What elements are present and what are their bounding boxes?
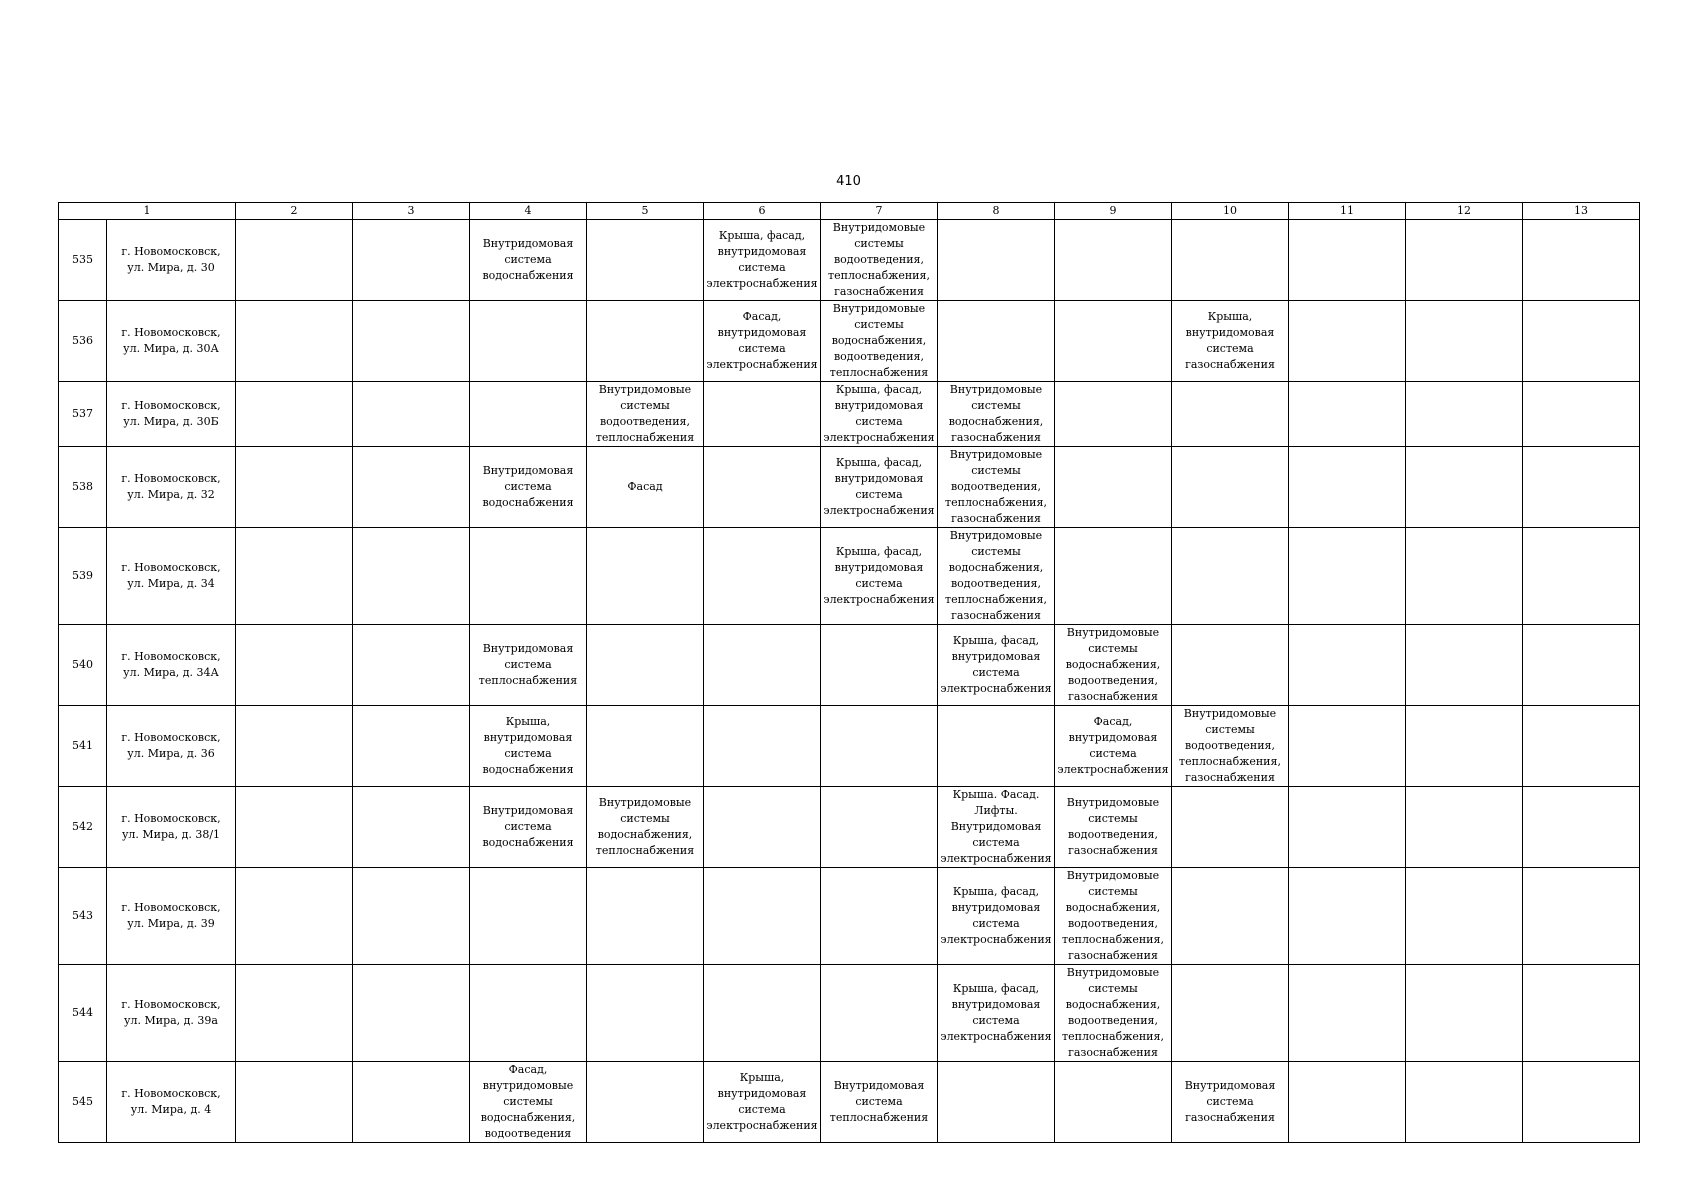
row-number: 535 xyxy=(72,253,93,266)
row-number-cell xyxy=(59,528,107,625)
table-cell xyxy=(821,965,938,1062)
table-cell xyxy=(236,301,353,382)
table-cell xyxy=(1523,220,1640,301)
table-cell xyxy=(821,220,938,301)
table-cell xyxy=(1172,1062,1289,1143)
cell-text: Фасад xyxy=(627,480,663,493)
table-cell xyxy=(470,220,587,301)
table-cell xyxy=(938,382,1055,447)
row-number: 542 xyxy=(72,820,93,833)
table-cell xyxy=(1172,447,1289,528)
cell-text: Внутридомовые системы водоотведения, теплоснабжения xyxy=(595,383,695,444)
register-table xyxy=(58,202,1640,1143)
table-cell xyxy=(353,528,470,625)
table-cell xyxy=(470,787,587,868)
table-cell xyxy=(938,965,1055,1062)
cell-text: Внутридомовая система теплоснабжения xyxy=(478,642,578,687)
table-cell xyxy=(1172,787,1289,868)
table-cell xyxy=(1406,965,1523,1062)
table-cell xyxy=(587,965,704,1062)
address-cell xyxy=(107,625,236,706)
table-cell xyxy=(1172,868,1289,965)
table-cell xyxy=(1172,706,1289,787)
address-text: г. Новомосковск, ул. Мира, д. 34 xyxy=(121,561,221,590)
cell-text: Фасад, внутридомовая система электроснабжения xyxy=(1057,715,1169,776)
table-cell xyxy=(1289,382,1406,447)
table-cell xyxy=(1055,528,1172,625)
table-cell xyxy=(236,528,353,625)
table-row xyxy=(59,447,1640,528)
header-cell: 8 xyxy=(938,203,1055,220)
table-cell xyxy=(704,868,821,965)
table-cell xyxy=(353,787,470,868)
table-cell xyxy=(470,965,587,1062)
row-number: 539 xyxy=(72,569,93,582)
table-row xyxy=(59,528,1640,625)
cell-text: Внутридомовые системы водоснабжения, водоотведения, теплоснабжения, газоснабжения xyxy=(1062,966,1164,1059)
table-cell xyxy=(587,706,704,787)
cell-text: Внутридомовая система теплоснабжения xyxy=(829,1079,929,1124)
table-cell xyxy=(704,528,821,625)
address-cell xyxy=(107,528,236,625)
table-cell xyxy=(1523,706,1640,787)
table-cell xyxy=(1406,382,1523,447)
table-cell xyxy=(1523,625,1640,706)
table-cell xyxy=(1523,382,1640,447)
table-cell xyxy=(587,528,704,625)
address-cell xyxy=(107,868,236,965)
table-cell xyxy=(353,447,470,528)
row-number-cell xyxy=(59,625,107,706)
table-cell xyxy=(587,1062,704,1143)
cell-text: Крыша, внутридомовая система газоснабжения xyxy=(1185,310,1275,371)
table-cell xyxy=(1523,301,1640,382)
row-number-cell xyxy=(59,220,107,301)
table-row xyxy=(59,787,1640,868)
cell-text: Крыша, фасад, внутридомовая система электроснабжения xyxy=(823,456,935,517)
address-cell xyxy=(107,220,236,301)
cell-text: Внутридомовые системы водоотведения, теплоснабжения, газоснабжения xyxy=(1179,707,1281,784)
cell-text: Крыша, фасад, внутридомовая система электроснабжения xyxy=(706,229,818,290)
table-cell xyxy=(236,1062,353,1143)
address-text: г. Новомосковск, ул. Мира, д. 30А xyxy=(121,326,221,355)
cell-text: Крыша, внутридомовая система электроснабжения xyxy=(706,1071,818,1132)
table-cell xyxy=(470,528,587,625)
table-cell xyxy=(821,868,938,965)
row-number: 540 xyxy=(72,658,93,671)
cell-text: Крыша, фасад, внутридомовая система электроснабжения xyxy=(940,885,1052,946)
address-text: г. Новомосковск, ул. Мира, д. 38/1 xyxy=(121,812,221,841)
table-cell xyxy=(1055,382,1172,447)
table-cell xyxy=(1289,965,1406,1062)
address-cell xyxy=(107,382,236,447)
table-cell xyxy=(353,382,470,447)
table-row xyxy=(59,868,1640,965)
table-cell xyxy=(587,868,704,965)
table-cell xyxy=(1289,625,1406,706)
cell-text: Крыша, фасад, внутридомовая система электроснабжения xyxy=(823,383,935,444)
table-cell xyxy=(821,625,938,706)
table-cell xyxy=(938,447,1055,528)
cell-text: Крыша, фасад, внутридомовая система электроснабжения xyxy=(940,982,1052,1043)
table-cell xyxy=(1055,447,1172,528)
table-cell xyxy=(821,301,938,382)
address-cell xyxy=(107,965,236,1062)
table-cell xyxy=(353,625,470,706)
cell-text: Внутридомовые системы водоснабжения, водоотведения, газоснабжения xyxy=(1065,626,1161,703)
table-cell xyxy=(1289,301,1406,382)
table-cell xyxy=(1523,868,1640,965)
table-row xyxy=(59,706,1640,787)
header-cell: 9 xyxy=(1055,203,1172,220)
cell-text: Крыша, фасад, внутридомовая система электроснабжения xyxy=(823,545,935,606)
table-cell xyxy=(1289,1062,1406,1143)
table-cell xyxy=(1289,447,1406,528)
table-cell xyxy=(1406,220,1523,301)
table-cell xyxy=(821,1062,938,1143)
address-text: г. Новомосковск, ул. Мира, д. 39 xyxy=(121,901,221,930)
table-row xyxy=(59,625,1640,706)
row-number: 544 xyxy=(72,1006,93,1019)
cell-text: Крыша, фасад, внутридомовая система электроснабжения xyxy=(940,634,1052,695)
row-number: 543 xyxy=(72,909,93,922)
table-cell xyxy=(1172,220,1289,301)
table-cell xyxy=(1406,706,1523,787)
table-cell xyxy=(1055,965,1172,1062)
table-cell xyxy=(938,301,1055,382)
table-cell xyxy=(704,1062,821,1143)
cell-text: Внутридомовая система водоснабжения xyxy=(482,237,574,282)
cell-text: Внутридомовые системы водоснабжения, газоснабжения xyxy=(948,383,1044,444)
table-cell xyxy=(1172,965,1289,1062)
address-cell xyxy=(107,447,236,528)
table-cell xyxy=(1289,528,1406,625)
table-row xyxy=(59,1062,1640,1143)
table-cell xyxy=(353,965,470,1062)
table-cell xyxy=(1289,220,1406,301)
header-cell: 12 xyxy=(1406,203,1523,220)
table-cell xyxy=(704,220,821,301)
cell-text: Внутридомовые системы водоотведения, газоснабжения xyxy=(1066,796,1160,857)
table-cell xyxy=(587,787,704,868)
address-text: г. Новомосковск, ул. Мира, д. 30 xyxy=(121,245,221,274)
header-cell: 4 xyxy=(470,203,587,220)
table-cell xyxy=(821,528,938,625)
table-cell xyxy=(236,220,353,301)
table-cell xyxy=(470,382,587,447)
row-number: 536 xyxy=(72,334,93,347)
row-number-cell xyxy=(59,965,107,1062)
table-cell xyxy=(704,625,821,706)
address-cell xyxy=(107,1062,236,1143)
table-cell xyxy=(1406,868,1523,965)
table-cell xyxy=(704,706,821,787)
address-text: г. Новомосковск, ул. Мира, д. 39а xyxy=(121,998,221,1027)
row-number: 537 xyxy=(72,407,93,420)
table-cell xyxy=(1406,528,1523,625)
row-number-cell xyxy=(59,868,107,965)
table-cell xyxy=(938,787,1055,868)
table-cell xyxy=(1172,625,1289,706)
table-cell xyxy=(1055,1062,1172,1143)
table-cell xyxy=(1406,301,1523,382)
table-cell xyxy=(470,868,587,965)
row-number: 545 xyxy=(72,1095,93,1108)
table-cell xyxy=(1055,625,1172,706)
table-cell xyxy=(1289,706,1406,787)
table-cell xyxy=(821,787,938,868)
table-cell xyxy=(1055,301,1172,382)
table-cell xyxy=(821,706,938,787)
table-cell xyxy=(587,447,704,528)
table-cell xyxy=(1055,868,1172,965)
table-cell xyxy=(353,868,470,965)
table-cell xyxy=(938,220,1055,301)
table-cell xyxy=(353,1062,470,1143)
table-cell xyxy=(1406,625,1523,706)
table-cell xyxy=(236,868,353,965)
cell-text: Внутридомовая система газоснабжения xyxy=(1184,1079,1276,1124)
table-cell xyxy=(938,1062,1055,1143)
address-cell xyxy=(107,787,236,868)
header-cell: 11 xyxy=(1289,203,1406,220)
table-cell xyxy=(587,382,704,447)
table-cell xyxy=(1289,787,1406,868)
table-cell xyxy=(236,447,353,528)
row-number-cell xyxy=(59,382,107,447)
row-number-cell xyxy=(59,706,107,787)
table-cell xyxy=(821,382,938,447)
cell-text: Внутридомовые системы водоснабжения, теплоснабжения xyxy=(595,796,695,857)
table-cell xyxy=(353,706,470,787)
cell-text: Внутридомовая система водоснабжения xyxy=(482,464,574,509)
table-cell xyxy=(1055,220,1172,301)
row-number-cell xyxy=(59,301,107,382)
table-cell xyxy=(704,447,821,528)
table-cell xyxy=(470,447,587,528)
table-cell xyxy=(1523,965,1640,1062)
table-row xyxy=(59,301,1640,382)
table-cell xyxy=(1172,382,1289,447)
table-cell xyxy=(587,625,704,706)
address-text: г. Новомосковск, ул. Мира, д. 4 xyxy=(121,1087,221,1116)
table-cell xyxy=(1172,528,1289,625)
table-cell xyxy=(587,301,704,382)
table-cell xyxy=(1523,447,1640,528)
table-cell xyxy=(1055,787,1172,868)
table-cell xyxy=(938,706,1055,787)
table-cell xyxy=(1055,706,1172,787)
table-cell xyxy=(236,625,353,706)
cell-text: Внутридомовые системы водоснабжения, водоотведения, теплоснабжения, газоснабжения xyxy=(945,529,1047,622)
table-cell xyxy=(1523,528,1640,625)
table-cell xyxy=(938,528,1055,625)
table-cell xyxy=(1406,787,1523,868)
cell-text: Внутридомовые системы водоотведения, теплоснабжения, газоснабжения xyxy=(828,221,930,298)
header-cell: 10 xyxy=(1172,203,1289,220)
cell-text: Крыша. Фасад. Лифты. Внутридомовая система электроснабжения xyxy=(940,788,1052,865)
row-number-cell xyxy=(59,1062,107,1143)
table-cell xyxy=(587,220,704,301)
cell-text: Фасад, внутридомовые системы водоснабжения, водоотведения xyxy=(480,1063,576,1140)
table-cell xyxy=(236,965,353,1062)
table-cell xyxy=(1406,447,1523,528)
table-cell xyxy=(1523,787,1640,868)
table-row xyxy=(59,965,1640,1062)
row-number: 541 xyxy=(72,739,93,752)
table-cell xyxy=(704,301,821,382)
table-cell xyxy=(821,447,938,528)
address-text: г. Новомосковск, ул. Мира, д. 34А xyxy=(121,650,221,679)
table-cell xyxy=(1406,1062,1523,1143)
header-cell: 13 xyxy=(1523,203,1640,220)
header-row xyxy=(59,203,1640,220)
table-cell xyxy=(704,965,821,1062)
cell-text: Внутридомовые системы водоотведения, теплоснабжения, газоснабжения xyxy=(945,448,1047,525)
header-cell: 2 xyxy=(236,203,353,220)
table-cell xyxy=(470,706,587,787)
header-cell: 1 xyxy=(59,203,236,220)
cell-text: Крыша, внутридомовая система водоснабжения xyxy=(482,715,574,776)
table-cell xyxy=(236,706,353,787)
cell-text: Внутридомовая система водоснабжения xyxy=(482,804,574,849)
table-cell xyxy=(353,220,470,301)
table-cell xyxy=(353,301,470,382)
table-cell xyxy=(236,382,353,447)
table-cell xyxy=(470,301,587,382)
table-cell xyxy=(938,868,1055,965)
address-text: г. Новомосковск, ул. Мира, д. 32 xyxy=(121,472,221,501)
page-number: 410 xyxy=(836,174,861,189)
header-cell: 7 xyxy=(821,203,938,220)
address-text: г. Новомосковск, ул. Мира, д. 30Б xyxy=(121,399,221,428)
table-cell xyxy=(236,787,353,868)
table-cell xyxy=(704,787,821,868)
table-cell xyxy=(470,1062,587,1143)
table-row xyxy=(59,220,1640,301)
address-text: г. Новомосковск, ул. Мира, д. 36 xyxy=(121,731,221,760)
row-number-cell xyxy=(59,787,107,868)
table-cell xyxy=(1172,301,1289,382)
table-row xyxy=(59,382,1640,447)
table-cell xyxy=(938,625,1055,706)
header-cell: 3 xyxy=(353,203,470,220)
address-cell xyxy=(107,301,236,382)
header-cell: 6 xyxy=(704,203,821,220)
table-cell xyxy=(470,625,587,706)
table-cell xyxy=(1523,1062,1640,1143)
table-cell xyxy=(1289,868,1406,965)
table-cell xyxy=(704,382,821,447)
cell-text: Внутридомовые системы водоснабжения, водоотведения, теплоснабжения, газоснабжения xyxy=(1062,869,1164,962)
cell-text: Фасад, внутридомовая система электроснабжения xyxy=(706,310,818,371)
header-cell: 5 xyxy=(587,203,704,220)
address-cell xyxy=(107,706,236,787)
cell-text: Внутридомовые системы водоснабжения, водоотведения, теплоснабжения xyxy=(829,302,929,379)
row-number: 538 xyxy=(72,480,93,493)
row-number-cell xyxy=(59,447,107,528)
